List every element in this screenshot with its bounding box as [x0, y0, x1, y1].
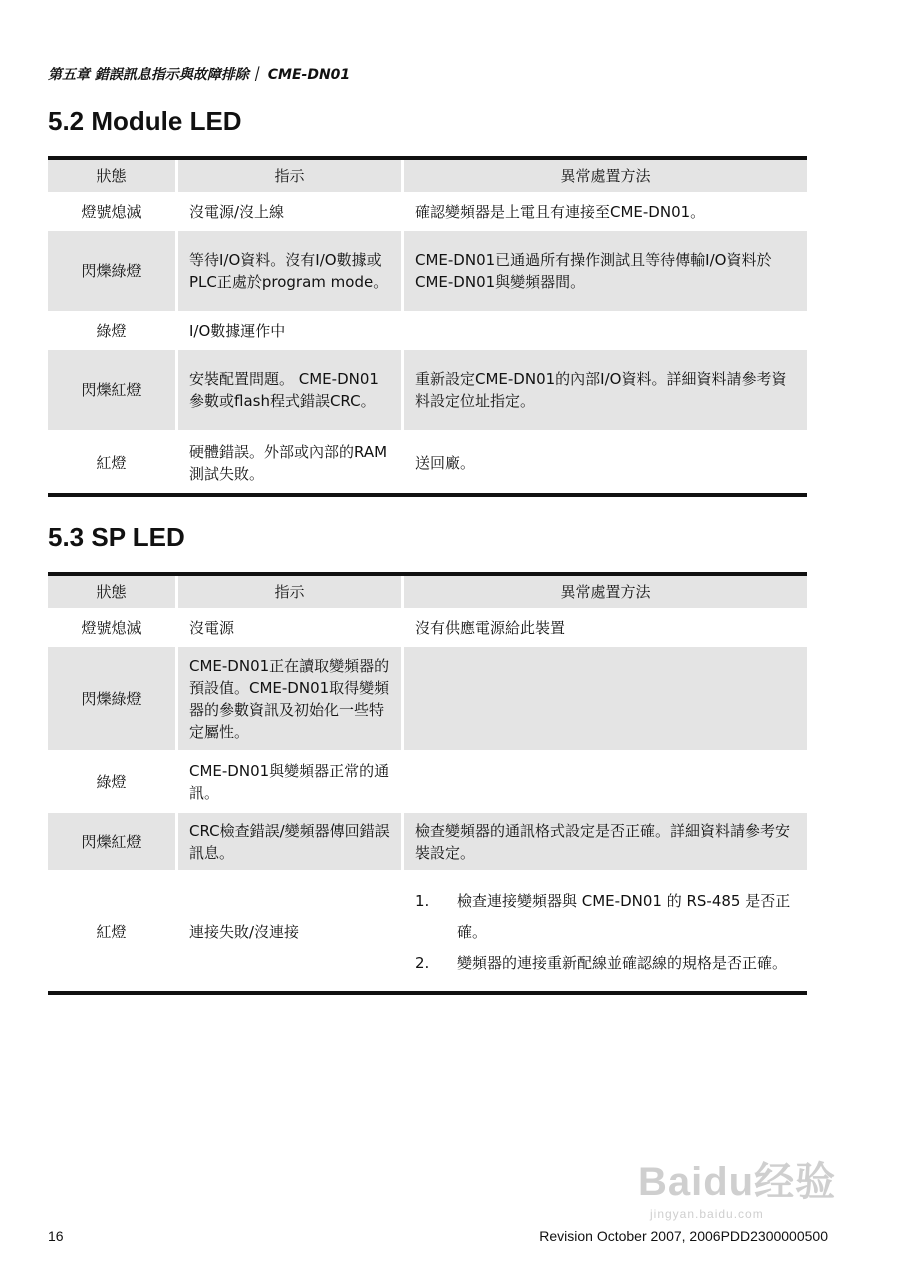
indication-cell: 連接失敗/沒連接 — [178, 873, 404, 991]
state-cell: 閃爍紅燈 — [48, 813, 178, 873]
table-header-row — [48, 160, 807, 195]
state-cell: 閃爍綠燈 — [48, 231, 178, 314]
column-header-indication: 指示 — [178, 576, 404, 611]
watermark-logo-text: Baidu经验 — [638, 1160, 837, 1204]
column-header-action: 異常處置方法 — [404, 576, 807, 611]
chapter-header: 第五章 錯誤訊息指示與故障排除｜ CME-DN01 — [48, 67, 351, 83]
watermark-url: jingyan.baidu.com — [650, 1207, 764, 1221]
state-cell: 綠燈 — [48, 314, 178, 350]
step-number: 2. — [415, 953, 430, 972]
state-cell: 閃爍紅燈 — [48, 350, 178, 433]
baidu-watermark — [638, 1150, 858, 1230]
state-cell: 燈號熄滅 — [48, 195, 178, 231]
action-cell: 沒有供應電源給此裝置 — [404, 611, 807, 647]
indication-cell: 沒電源 — [178, 611, 404, 647]
action-cell — [404, 647, 807, 753]
indication-cell: CME-DN01與變頻器正常的通訊。 — [178, 753, 404, 813]
indication-cell: 安裝配置問題。 CME-DN01參數或flash程式錯誤CRC。 — [178, 350, 404, 433]
action-cell — [404, 314, 807, 350]
section-title-module-led: 5.2 Module LED — [48, 106, 242, 136]
column-header-state: 狀態 — [48, 160, 178, 195]
module-led-table — [48, 156, 807, 497]
table-row — [48, 753, 807, 813]
table-row — [48, 647, 807, 753]
section-title-sp-led: 5.3 SP LED — [48, 522, 185, 552]
sp-led-table — [48, 572, 807, 995]
table-row — [48, 231, 807, 314]
table-row — [48, 813, 807, 873]
table-row — [48, 611, 807, 647]
state-cell: 綠燈 — [48, 753, 178, 813]
state-cell: 紅燈 — [48, 873, 178, 991]
indication-cell: CME-DN01正在讀取變頻器的預設值。CME-DN01取得變頻器的參數資訊及初始化一些特定屬性。 — [178, 647, 404, 753]
column-header-indication: 指示 — [178, 160, 404, 195]
state-cell: 紅燈 — [48, 433, 178, 493]
table-header-row — [48, 576, 807, 611]
indication-cell: 硬體錯誤。外部或內部的RAM測試失敗。 — [178, 433, 404, 493]
action-cell: 檢查變頻器的通訊格式設定是否正確。詳細資料請參考安裝設定。 — [404, 813, 807, 873]
action-cell — [404, 753, 807, 813]
page-number: 16 — [48, 1228, 64, 1244]
table-row — [48, 873, 807, 991]
indication-cell: 等待I/O資料。沒有I/O數據或PLC正處於program mode。 — [178, 231, 404, 314]
table-row — [48, 314, 807, 350]
indication-cell: I/O數據運作中 — [178, 314, 404, 350]
indication-cell: 沒電源/沒上線 — [178, 195, 404, 231]
revision-note: Revision October 2007, 2006PDD2300000500 — [539, 1228, 828, 1244]
table-row — [48, 433, 807, 493]
action-cell: 確認變頻器是上電且有連接至CME-DN01。 — [404, 195, 807, 231]
column-header-state: 狀態 — [48, 576, 178, 611]
action-cell: 送回廠。 — [404, 433, 807, 493]
list-item — [415, 948, 796, 979]
list-item — [415, 886, 796, 948]
column-header-action: 異常處置方法 — [404, 160, 807, 195]
action-cell: 重新設定CME-DN01的內部I/O資料。詳細資料請參考資料設定位址指定。 — [404, 350, 807, 433]
step-text: 變頻器的連接重新配線並確認線的規格是否正確。 — [457, 953, 788, 972]
state-cell: 燈號熄滅 — [48, 611, 178, 647]
table-row — [48, 195, 807, 231]
action-cell — [404, 873, 807, 991]
indication-cell: CRC檢查錯誤/變頻器傳回錯誤訊息。 — [178, 813, 404, 873]
state-cell: 閃爍綠燈 — [48, 647, 178, 753]
table-row — [48, 350, 807, 433]
action-cell: CME-DN01已通過所有操作測試且等待傳輸I/O資料於CME-DN01與變頻器間。 — [404, 231, 807, 314]
step-number: 1. — [415, 891, 430, 910]
step-text: 檢查連接變頻器與 CME-DN01 的 RS-485 是否正確。 — [457, 891, 791, 941]
action-steps-list — [415, 886, 796, 979]
